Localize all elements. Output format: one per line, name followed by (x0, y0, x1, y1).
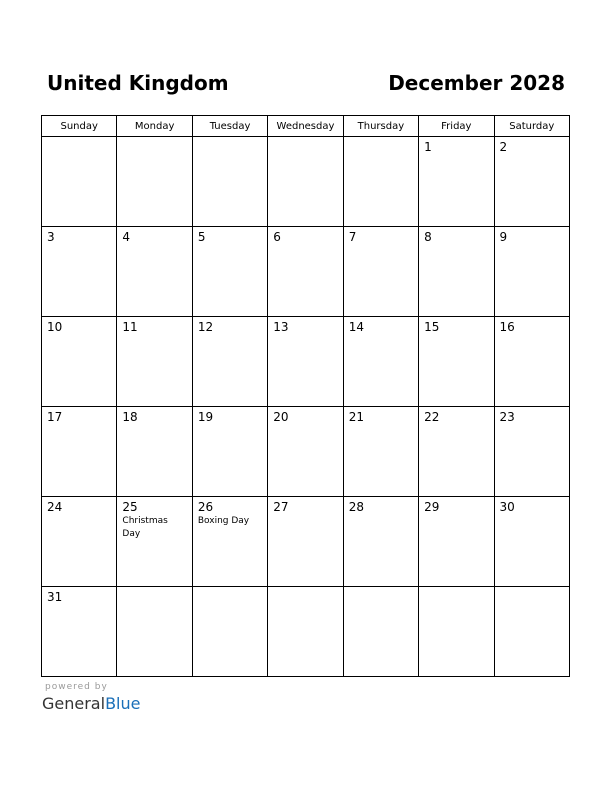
day-number: 23 (499, 410, 515, 424)
day-number: 31 (47, 590, 63, 604)
day-cell (494, 407, 569, 497)
day-cell (192, 407, 267, 497)
day-number: 10 (47, 320, 63, 334)
day-number: 13 (273, 320, 289, 334)
powered-by-label: powered by (45, 682, 108, 692)
weekday-header: Monday (117, 116, 192, 137)
week-row (42, 227, 570, 317)
day-number: 25 (122, 500, 138, 514)
day-cell (343, 317, 418, 407)
day-cell (268, 497, 343, 587)
week-row (42, 587, 570, 677)
day-cell (268, 587, 343, 677)
day-cell (494, 137, 569, 227)
weekday-header: Friday (419, 116, 494, 137)
brand-name-part1: General (42, 694, 106, 713)
day-cell (494, 227, 569, 317)
day-number: 4 (122, 230, 131, 244)
day-number: 29 (424, 500, 440, 514)
day-number: 24 (47, 500, 63, 514)
day-number: 26 (197, 500, 214, 514)
day-number: 16 (499, 320, 515, 334)
day-cell (42, 137, 117, 227)
day-cell (419, 317, 494, 407)
day-cell (343, 407, 418, 497)
day-number (500, 590, 569, 591)
day-cell (42, 497, 117, 587)
day-cell (419, 407, 494, 497)
day-number: 28 (348, 500, 364, 514)
day-cell (343, 497, 418, 587)
day-number: 2 (499, 140, 508, 154)
day-number: 19 (197, 410, 214, 424)
holiday-label: Boxing Day (197, 516, 250, 526)
day-number: 6 (273, 230, 281, 244)
weekday-header: Thursday (343, 116, 418, 137)
day-number: 20 (273, 410, 289, 424)
week-row (42, 497, 570, 587)
day-number (198, 590, 267, 591)
country-title: United Kingdom (47, 71, 229, 95)
day-cell (192, 587, 267, 677)
day-cell (192, 227, 267, 317)
day-cell (343, 227, 418, 317)
day-cell (42, 227, 117, 317)
day-cell (117, 227, 192, 317)
month-year-title: December 2028 (388, 71, 565, 95)
day-number: 30 (499, 500, 515, 514)
day-number: 27 (273, 500, 289, 514)
day-cell (343, 137, 418, 227)
day-number (273, 590, 342, 591)
day-number: 1 (424, 140, 432, 154)
day-cell (343, 587, 418, 677)
day-number (122, 590, 191, 591)
day-cell (268, 227, 343, 317)
day-number (424, 590, 493, 591)
day-number: 5 (197, 230, 206, 244)
day-cell (419, 587, 494, 677)
week-row (42, 137, 570, 227)
day-cell (192, 137, 267, 227)
day-number: 12 (197, 320, 214, 334)
day-number: 22 (424, 410, 440, 424)
weekday-header: Tuesday (192, 116, 267, 137)
day-cell (268, 407, 343, 497)
day-cell (494, 587, 569, 677)
day-number: 8 (424, 230, 432, 244)
weekday-header: Sunday (42, 116, 117, 137)
day-number: 9 (499, 230, 508, 244)
day-number: 15 (424, 320, 440, 334)
day-cell (42, 317, 117, 407)
day-cell (117, 497, 192, 587)
weekday-header: Wednesday (268, 116, 343, 137)
brand-name-part2: Blue (105, 694, 141, 713)
day-number: 11 (122, 320, 138, 334)
day-cell (117, 137, 192, 227)
day-cell (419, 497, 494, 587)
day-cell (494, 497, 569, 587)
day-cell (117, 317, 192, 407)
day-cell (192, 497, 267, 587)
day-cell (419, 137, 494, 227)
day-number (349, 590, 418, 591)
day-cell (268, 317, 343, 407)
day-number: 21 (348, 410, 364, 424)
day-cell (117, 407, 192, 497)
day-cell (494, 317, 569, 407)
brand-logo[interactable] (42, 694, 140, 713)
day-number (198, 140, 267, 141)
day-number (349, 140, 418, 141)
calendar-grid (41, 115, 570, 677)
day-number: 3 (47, 230, 55, 244)
day-cell (192, 317, 267, 407)
day-number: 17 (47, 410, 63, 424)
day-number (47, 140, 116, 141)
weekday-header-row (42, 116, 570, 137)
holiday-label: Christmas Day (122, 516, 168, 539)
day-cell (268, 137, 343, 227)
day-number (273, 140, 342, 141)
weekday-header: Saturday (494, 116, 569, 137)
day-cell (42, 407, 117, 497)
week-row (42, 407, 570, 497)
day-number (122, 140, 191, 141)
day-cell (42, 587, 117, 677)
day-number: 18 (122, 410, 138, 424)
day-number: 7 (348, 230, 357, 244)
day-cell (117, 587, 192, 677)
day-cell (419, 227, 494, 317)
week-row (42, 317, 570, 407)
day-number: 14 (348, 320, 364, 334)
